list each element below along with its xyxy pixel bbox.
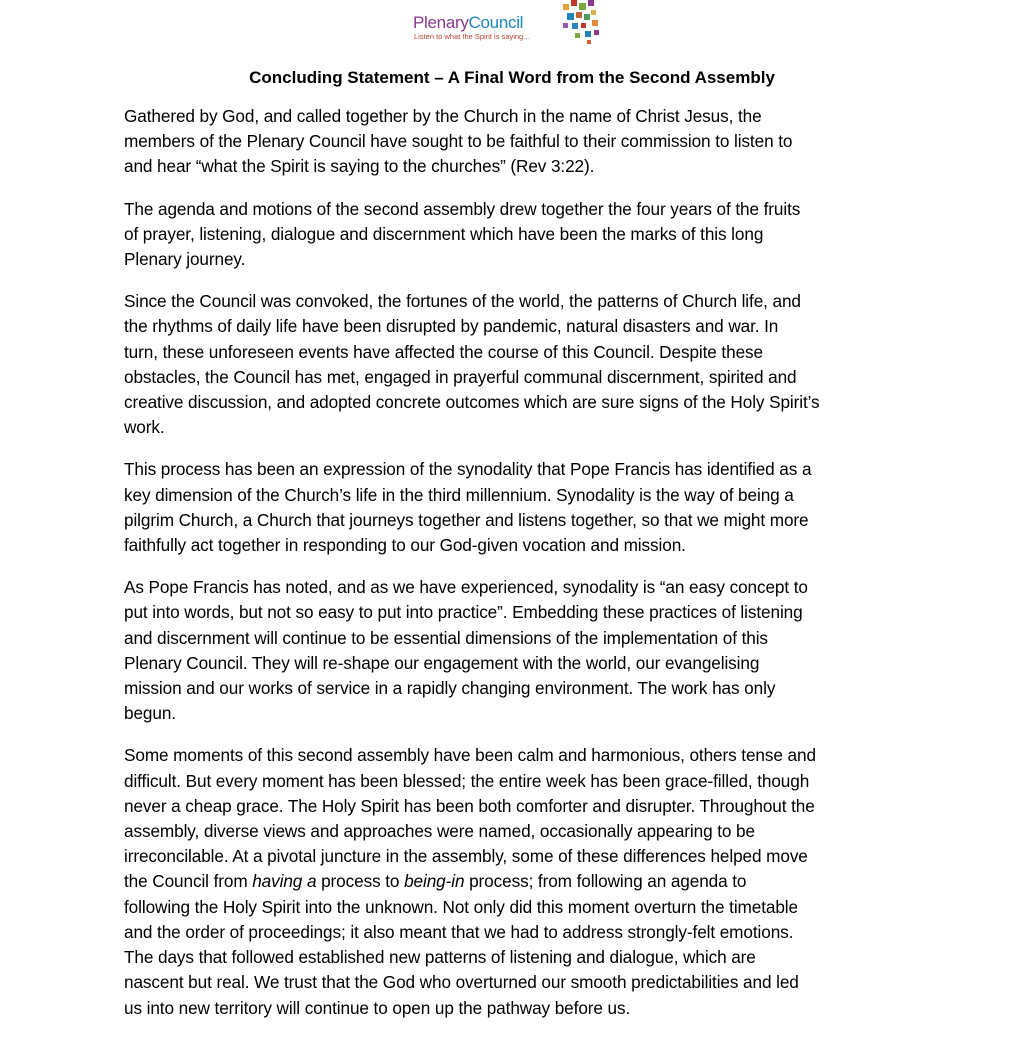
text-line: Gathered by God, and called together by the Church in the name of Christ Jesus, the bbox=[124, 106, 762, 126]
paragraph bbox=[124, 197, 900, 273]
emphasis-text: having a bbox=[252, 871, 317, 892]
mosaic-squares-icon bbox=[561, 0, 603, 46]
text-line: and the order of proceedings; it also meant that we had to address strongly-felt emotions. bbox=[124, 921, 794, 942]
emphasis-text: being-in bbox=[404, 871, 465, 892]
text-line: members of the Plenary Council have sought to be faithful to their commission to listen to bbox=[124, 131, 793, 152]
document-heading: Concluding Statement – A Final Word from the Second Assembly bbox=[249, 68, 775, 87]
plenary-council-logo bbox=[413, 0, 603, 46]
text-line: faithfully act together in responding to our God-given vocation and mission. bbox=[124, 535, 686, 556]
paragraph bbox=[124, 457, 900, 558]
text-line: begun. bbox=[124, 703, 176, 724]
text-line: never a cheap grace. The Holy Spirit has been both comforter and disrupter. Throughout the bbox=[124, 795, 815, 816]
text-line: key dimension of the Church’s life in the third millennium. Synodality is the way of being a bbox=[124, 484, 794, 505]
text-line: mission and our works of service in a rapidly changing environment. The work has only bbox=[124, 678, 776, 699]
text-line: work. bbox=[124, 417, 165, 438]
text-line-with-emphasis bbox=[124, 869, 900, 894]
text-line: following the Holy Spirit into the unknown. Not only did this moment overturn the timetable bbox=[124, 896, 798, 917]
text-line: and hear “what the Spirit is saying to the churches” (Rev 3:22). bbox=[124, 156, 595, 177]
text-line: Plenary journey. bbox=[124, 249, 246, 270]
text-line: creative discussion, and adopted concrete outcomes which are sure signs of the Holy Spirit’s bbox=[124, 392, 820, 413]
logo-wordmark bbox=[413, 13, 523, 33]
logo-tagline: Listen to what the Spirit is saying... bbox=[414, 32, 530, 41]
text-line: the rhythms of daily life have been disrupted by pandemic, natural disasters and war. In bbox=[124, 316, 779, 337]
text-line: As Pope Francis has noted, and as we have experienced, synodality is “an easy concept to bbox=[124, 577, 808, 598]
text-line: assembly, diverse views and approaches were named, occasionally appearing to be bbox=[124, 821, 755, 842]
text-run: process to bbox=[316, 871, 405, 892]
paragraph bbox=[124, 575, 900, 726]
text-line: irreconcilable. At a pivotal juncture in the assembly, some of these differences helped move bbox=[124, 846, 808, 867]
text-run: process; from following an agenda to bbox=[464, 871, 747, 892]
text-line: put into words, but not so easy to put into practice”. Embedding these practices of listening bbox=[124, 602, 803, 623]
text-line: obstacles, the Council has met, engaged in prayerful communal discernment, spirited and bbox=[124, 366, 797, 387]
document-body bbox=[124, 104, 900, 1038]
text-line: pilgrim Church, a Church that journeys together and listens together, so that we might more bbox=[124, 509, 809, 530]
paragraph bbox=[124, 743, 900, 1020]
text-line: The agenda and motions of the second assembly drew together the four years of the fruits bbox=[124, 198, 801, 219]
text-line: Plenary Council. They will re-shape our engagement with the world, our evangelising bbox=[124, 652, 760, 673]
text-line: and discernment will continue to be essential dimensions of the implementation of this bbox=[124, 627, 768, 648]
text-line: Some moments of this second assembly have been calm and harmonious, others tense and bbox=[124, 745, 816, 766]
paragraph bbox=[124, 104, 900, 180]
text-line: of prayer, listening, dialogue and discernment which have been the marks of this long bbox=[124, 223, 764, 244]
logo-name-part2: Council bbox=[468, 13, 524, 32]
text-line: nascent but real. We trust that the God who overturned our smooth predictabilities and led bbox=[124, 972, 799, 993]
logo-name-part1: Plenary bbox=[413, 13, 469, 32]
text-line: Since the Council was convoked, the fortunes of the world, the patterns of Church life, and bbox=[124, 291, 801, 312]
text-run: the Council from bbox=[124, 871, 253, 892]
text-line: difficult. But every moment has been blessed; the entire week has been grace-filled, though bbox=[124, 770, 810, 791]
text-line: turn, these unforeseen events have affected the course of this Council. Despite these bbox=[124, 341, 763, 362]
text-line: us into new territory will continue to open up the pathway before us. bbox=[124, 997, 631, 1018]
text-line: The days that followed established new patterns of listening and dialogue, which are bbox=[124, 947, 756, 968]
text-line: This process has been an expression of the synodality that Pope Francis has identified as a bbox=[124, 459, 812, 480]
paragraph bbox=[124, 289, 900, 440]
